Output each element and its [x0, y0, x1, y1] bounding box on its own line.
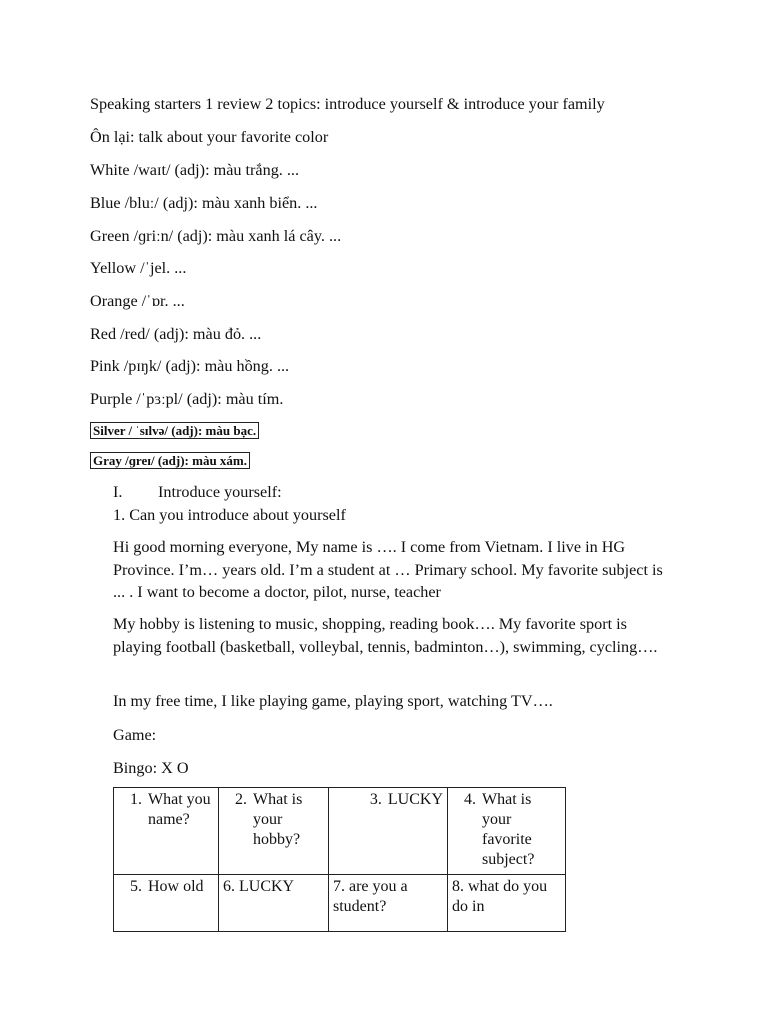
- bingo-cell-text: What you name?: [148, 791, 211, 828]
- color-item-yellow: Yellow /ˈjel. ...: [90, 259, 187, 277]
- bingo-cell-number: 4.: [464, 791, 476, 808]
- section-heading: Introduce yourself:: [158, 483, 282, 501]
- hobby-paragraph: My hobby is listening to music, shopping, reading book…. My favorite sport is playing football (basketball, volleybal, tennis, badminton…), swimming, cycling….: [113, 615, 658, 656]
- bingo-cell-1: [114, 788, 219, 875]
- color-item-purple: Purple /ˈpɜːpl/ (adj): màu tím.: [90, 390, 284, 408]
- color-item-orange: Orange /ˈɒr. ...: [90, 292, 185, 310]
- bingo-cell-text: LUCKY: [387, 791, 443, 808]
- bingo-cell-4: [448, 788, 566, 875]
- document-title-line: Speaking starters 1 review 2 topics: introduce yourself & introduce your family: [90, 95, 605, 113]
- question-line: 1. Can you introduce about yourself: [113, 506, 346, 524]
- color-item-white: White /waɪt/ (adj): màu trắng. ...: [90, 161, 300, 179]
- bingo-row: [114, 875, 566, 932]
- bingo-cell-text: What is your hobby?: [253, 791, 303, 848]
- color-item-red: Red /red/ (adj): màu đỏ. ...: [90, 325, 262, 343]
- color-item-green: Green /ɡriːn/ (adj): màu xanh lá cây. ...: [90, 227, 342, 245]
- review-line: Ôn lại: talk about your favorite color: [90, 128, 329, 146]
- bingo-cell-2: [219, 788, 329, 875]
- bingo-cell-5: [114, 875, 219, 932]
- bingo-cell-8: 8. what do you do in: [448, 875, 566, 932]
- bingo-cell-6: 6. LUCKY: [219, 875, 329, 932]
- bingo-cell-number: 1.: [130, 791, 142, 808]
- color-item-silver: Silver / ˈsɪlvə/ (adj): màu bạc.: [90, 422, 259, 439]
- bingo-cell-number: 3.: [369, 791, 382, 808]
- color-item-pink: Pink /pɪŋk/ (adj): màu hồng. ...: [90, 357, 290, 375]
- color-item-gray: Gray /ɡreɪ/ (adj): màu xám.: [90, 452, 250, 469]
- bingo-cell-text: What is your favorite subject?: [482, 791, 535, 868]
- intro-paragraph: Hi good morning everyone, My name is …. I come from Vietnam. I live in HG Province. I’m… years old. I’m a student at … Primary school. My favorite subject is ... . I want to become a doctor, pilot, nurse, teacher: [113, 538, 663, 601]
- bingo-table: [113, 787, 566, 932]
- bingo-cell-7: 7. are you a student?: [329, 875, 448, 932]
- section-number: I.: [113, 483, 123, 501]
- bingo-cell-number: 5.: [130, 878, 142, 895]
- bingo-cell-text: How old: [148, 878, 204, 895]
- bingo-row: [114, 788, 566, 875]
- color-item-blue: Blue /bluː/ (adj): màu xanh biển. ...: [90, 194, 318, 212]
- free-time-paragraph: In my free time, I like playing game, playing sport, watching TV….: [113, 692, 553, 710]
- bingo-cell-number: 2.: [235, 791, 247, 808]
- bingo-cell-3: [329, 788, 448, 875]
- game-label: Game:: [113, 726, 157, 744]
- bingo-label: Bingo: X O: [113, 759, 189, 777]
